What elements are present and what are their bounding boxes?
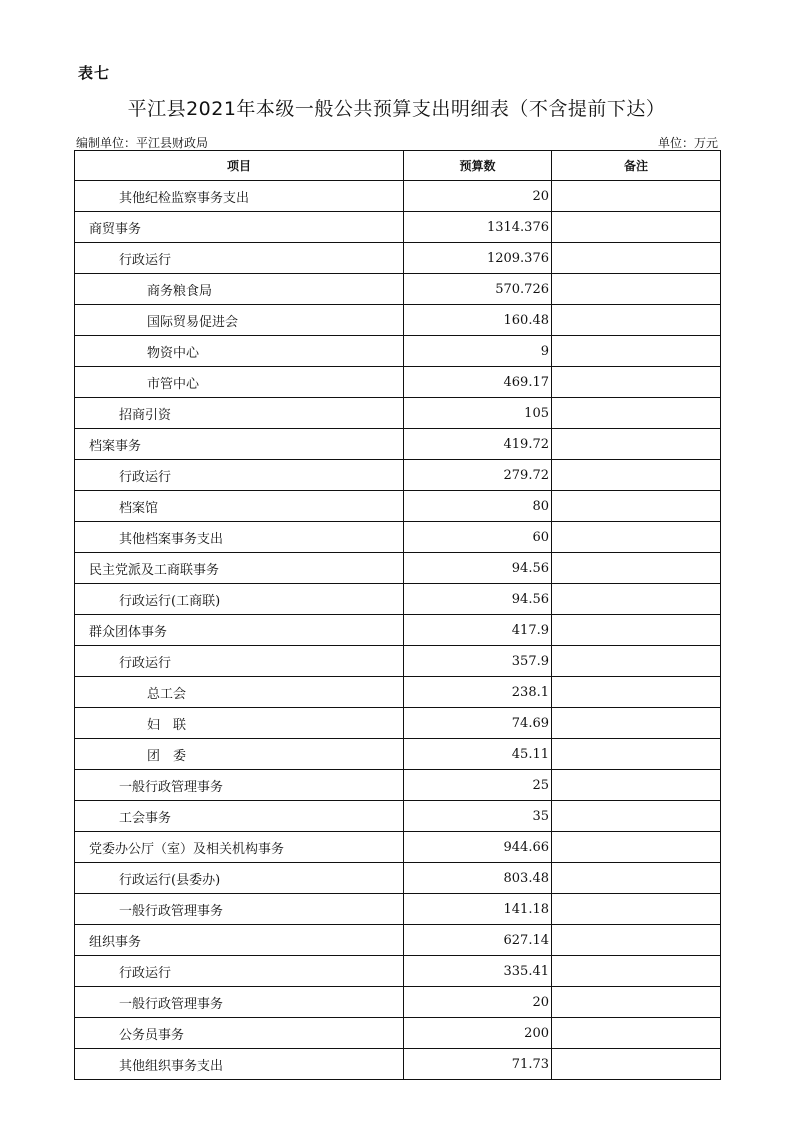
table-row <box>75 1018 721 1049</box>
row-item-name: 一般行政管理事务 <box>75 770 404 801</box>
row-remark <box>552 522 721 553</box>
row-budget-amount: 71.73 <box>404 1049 552 1080</box>
table-row <box>75 522 721 553</box>
table-row <box>75 305 721 336</box>
row-item-name: 群众团体事务 <box>75 615 404 646</box>
row-budget-amount: 20 <box>404 181 552 212</box>
table-row <box>75 739 721 770</box>
row-budget-amount: 417.9 <box>404 615 552 646</box>
row-remark <box>552 553 721 584</box>
row-item-name: 档案馆 <box>75 491 404 522</box>
table-row <box>75 429 721 460</box>
row-item-name: 物资中心 <box>75 336 404 367</box>
table-row <box>75 460 721 491</box>
row-remark <box>552 863 721 894</box>
row-remark <box>552 646 721 677</box>
table-row <box>75 584 721 615</box>
row-remark <box>552 584 721 615</box>
table-row <box>75 491 721 522</box>
table-row <box>75 987 721 1018</box>
row-remark <box>552 894 721 925</box>
row-budget-amount: 20 <box>404 987 552 1018</box>
row-budget-amount: 469.17 <box>404 367 552 398</box>
row-remark <box>552 987 721 1018</box>
row-remark <box>552 770 721 801</box>
row-item-name: 党委办公厅（室）及相关机构事务 <box>75 832 404 863</box>
table-row <box>75 646 721 677</box>
row-budget-amount: 357.9 <box>404 646 552 677</box>
row-item-name: 其他组织事务支出 <box>75 1049 404 1080</box>
row-budget-amount: 9 <box>404 336 552 367</box>
row-item-name: 行政运行 <box>75 243 404 274</box>
table-row <box>75 615 721 646</box>
table-row <box>75 925 721 956</box>
table-body <box>75 181 721 1080</box>
row-budget-amount: 105 <box>404 398 552 429</box>
row-remark <box>552 708 721 739</box>
row-budget-amount: 419.72 <box>404 429 552 460</box>
table-row <box>75 677 721 708</box>
row-remark <box>552 243 721 274</box>
row-item-name: 行政运行 <box>75 956 404 987</box>
row-budget-amount: 25 <box>404 770 552 801</box>
row-item-name: 档案事务 <box>75 429 404 460</box>
row-item-name: 行政运行(县委办) <box>75 863 404 894</box>
row-remark <box>552 491 721 522</box>
column-header-remark: 备注 <box>552 151 721 181</box>
table-row <box>75 398 721 429</box>
row-budget-amount: 141.18 <box>404 894 552 925</box>
row-remark <box>552 1049 721 1080</box>
row-remark <box>552 1018 721 1049</box>
row-budget-amount: 45.11 <box>404 739 552 770</box>
row-budget-amount: 80 <box>404 491 552 522</box>
row-item-name: 团 委 <box>75 739 404 770</box>
row-remark <box>552 615 721 646</box>
table-row <box>75 212 721 243</box>
row-item-name: 商务粮食局 <box>75 274 404 305</box>
row-item-name: 妇 联 <box>75 708 404 739</box>
row-budget-amount: 944.66 <box>404 832 552 863</box>
table-row <box>75 770 721 801</box>
table-row <box>75 553 721 584</box>
row-remark <box>552 832 721 863</box>
row-budget-amount: 1209.376 <box>404 243 552 274</box>
document-title: 平江县2021年本级一般公共预算支出明细表（不含提前下达） <box>127 98 666 120</box>
row-item-name: 总工会 <box>75 677 404 708</box>
row-budget-amount: 803.48 <box>404 863 552 894</box>
row-budget-amount: 74.69 <box>404 708 552 739</box>
row-remark <box>552 367 721 398</box>
table-row <box>75 274 721 305</box>
table-row <box>75 181 721 212</box>
row-remark <box>552 677 721 708</box>
row-remark <box>552 956 721 987</box>
row-remark <box>552 801 721 832</box>
row-item-name: 商贸事务 <box>75 212 404 243</box>
row-item-name: 一般行政管理事务 <box>75 894 404 925</box>
row-item-name: 组织事务 <box>75 925 404 956</box>
row-remark <box>552 274 721 305</box>
row-budget-amount: 35 <box>404 801 552 832</box>
row-item-name: 一般行政管理事务 <box>75 987 404 1018</box>
row-item-name: 工会事务 <box>75 801 404 832</box>
row-item-name: 其他档案事务支出 <box>75 522 404 553</box>
row-budget-amount: 238.1 <box>404 677 552 708</box>
row-budget-amount: 335.41 <box>404 956 552 987</box>
row-item-name: 国际贸易促进会 <box>75 305 404 336</box>
column-header-amount: 预算数 <box>404 151 552 181</box>
table-number-label: 表七 <box>78 64 111 82</box>
compiling-unit: 编制单位：平江县财政局 <box>76 136 209 150</box>
row-remark <box>552 305 721 336</box>
row-budget-amount: 200 <box>404 1018 552 1049</box>
row-item-name: 招商引资 <box>75 398 404 429</box>
row-item-name: 行政运行 <box>75 646 404 677</box>
table-row <box>75 956 721 987</box>
row-remark <box>552 181 721 212</box>
column-header-item: 项目 <box>75 151 404 181</box>
table-row <box>75 1049 721 1080</box>
table-row <box>75 894 721 925</box>
row-item-name: 公务员事务 <box>75 1018 404 1049</box>
row-remark <box>552 429 721 460</box>
table-header-row <box>75 151 721 181</box>
table-row <box>75 801 721 832</box>
row-remark <box>552 336 721 367</box>
table-row <box>75 708 721 739</box>
budget-table <box>74 150 721 1080</box>
row-remark <box>552 460 721 491</box>
row-item-name: 其他纪检监察事务支出 <box>75 181 404 212</box>
row-budget-amount: 279.72 <box>404 460 552 491</box>
row-remark <box>552 925 721 956</box>
row-budget-amount: 60 <box>404 522 552 553</box>
row-budget-amount: 570.726 <box>404 274 552 305</box>
row-budget-amount: 94.56 <box>404 553 552 584</box>
table-row <box>75 832 721 863</box>
row-item-name: 行政运行(工商联) <box>75 584 404 615</box>
row-remark <box>552 398 721 429</box>
row-item-name: 民主党派及工商联事务 <box>75 553 404 584</box>
table-row <box>75 243 721 274</box>
row-budget-amount: 94.56 <box>404 584 552 615</box>
row-item-name: 行政运行 <box>75 460 404 491</box>
table-row <box>75 863 721 894</box>
table-row <box>75 336 721 367</box>
row-item-name: 市管中心 <box>75 367 404 398</box>
table-row <box>75 367 721 398</box>
row-budget-amount: 160.48 <box>404 305 552 336</box>
row-budget-amount: 1314.376 <box>404 212 552 243</box>
currency-unit: 单位：万元 <box>657 136 718 150</box>
row-remark <box>552 739 721 770</box>
row-remark <box>552 212 721 243</box>
row-budget-amount: 627.14 <box>404 925 552 956</box>
